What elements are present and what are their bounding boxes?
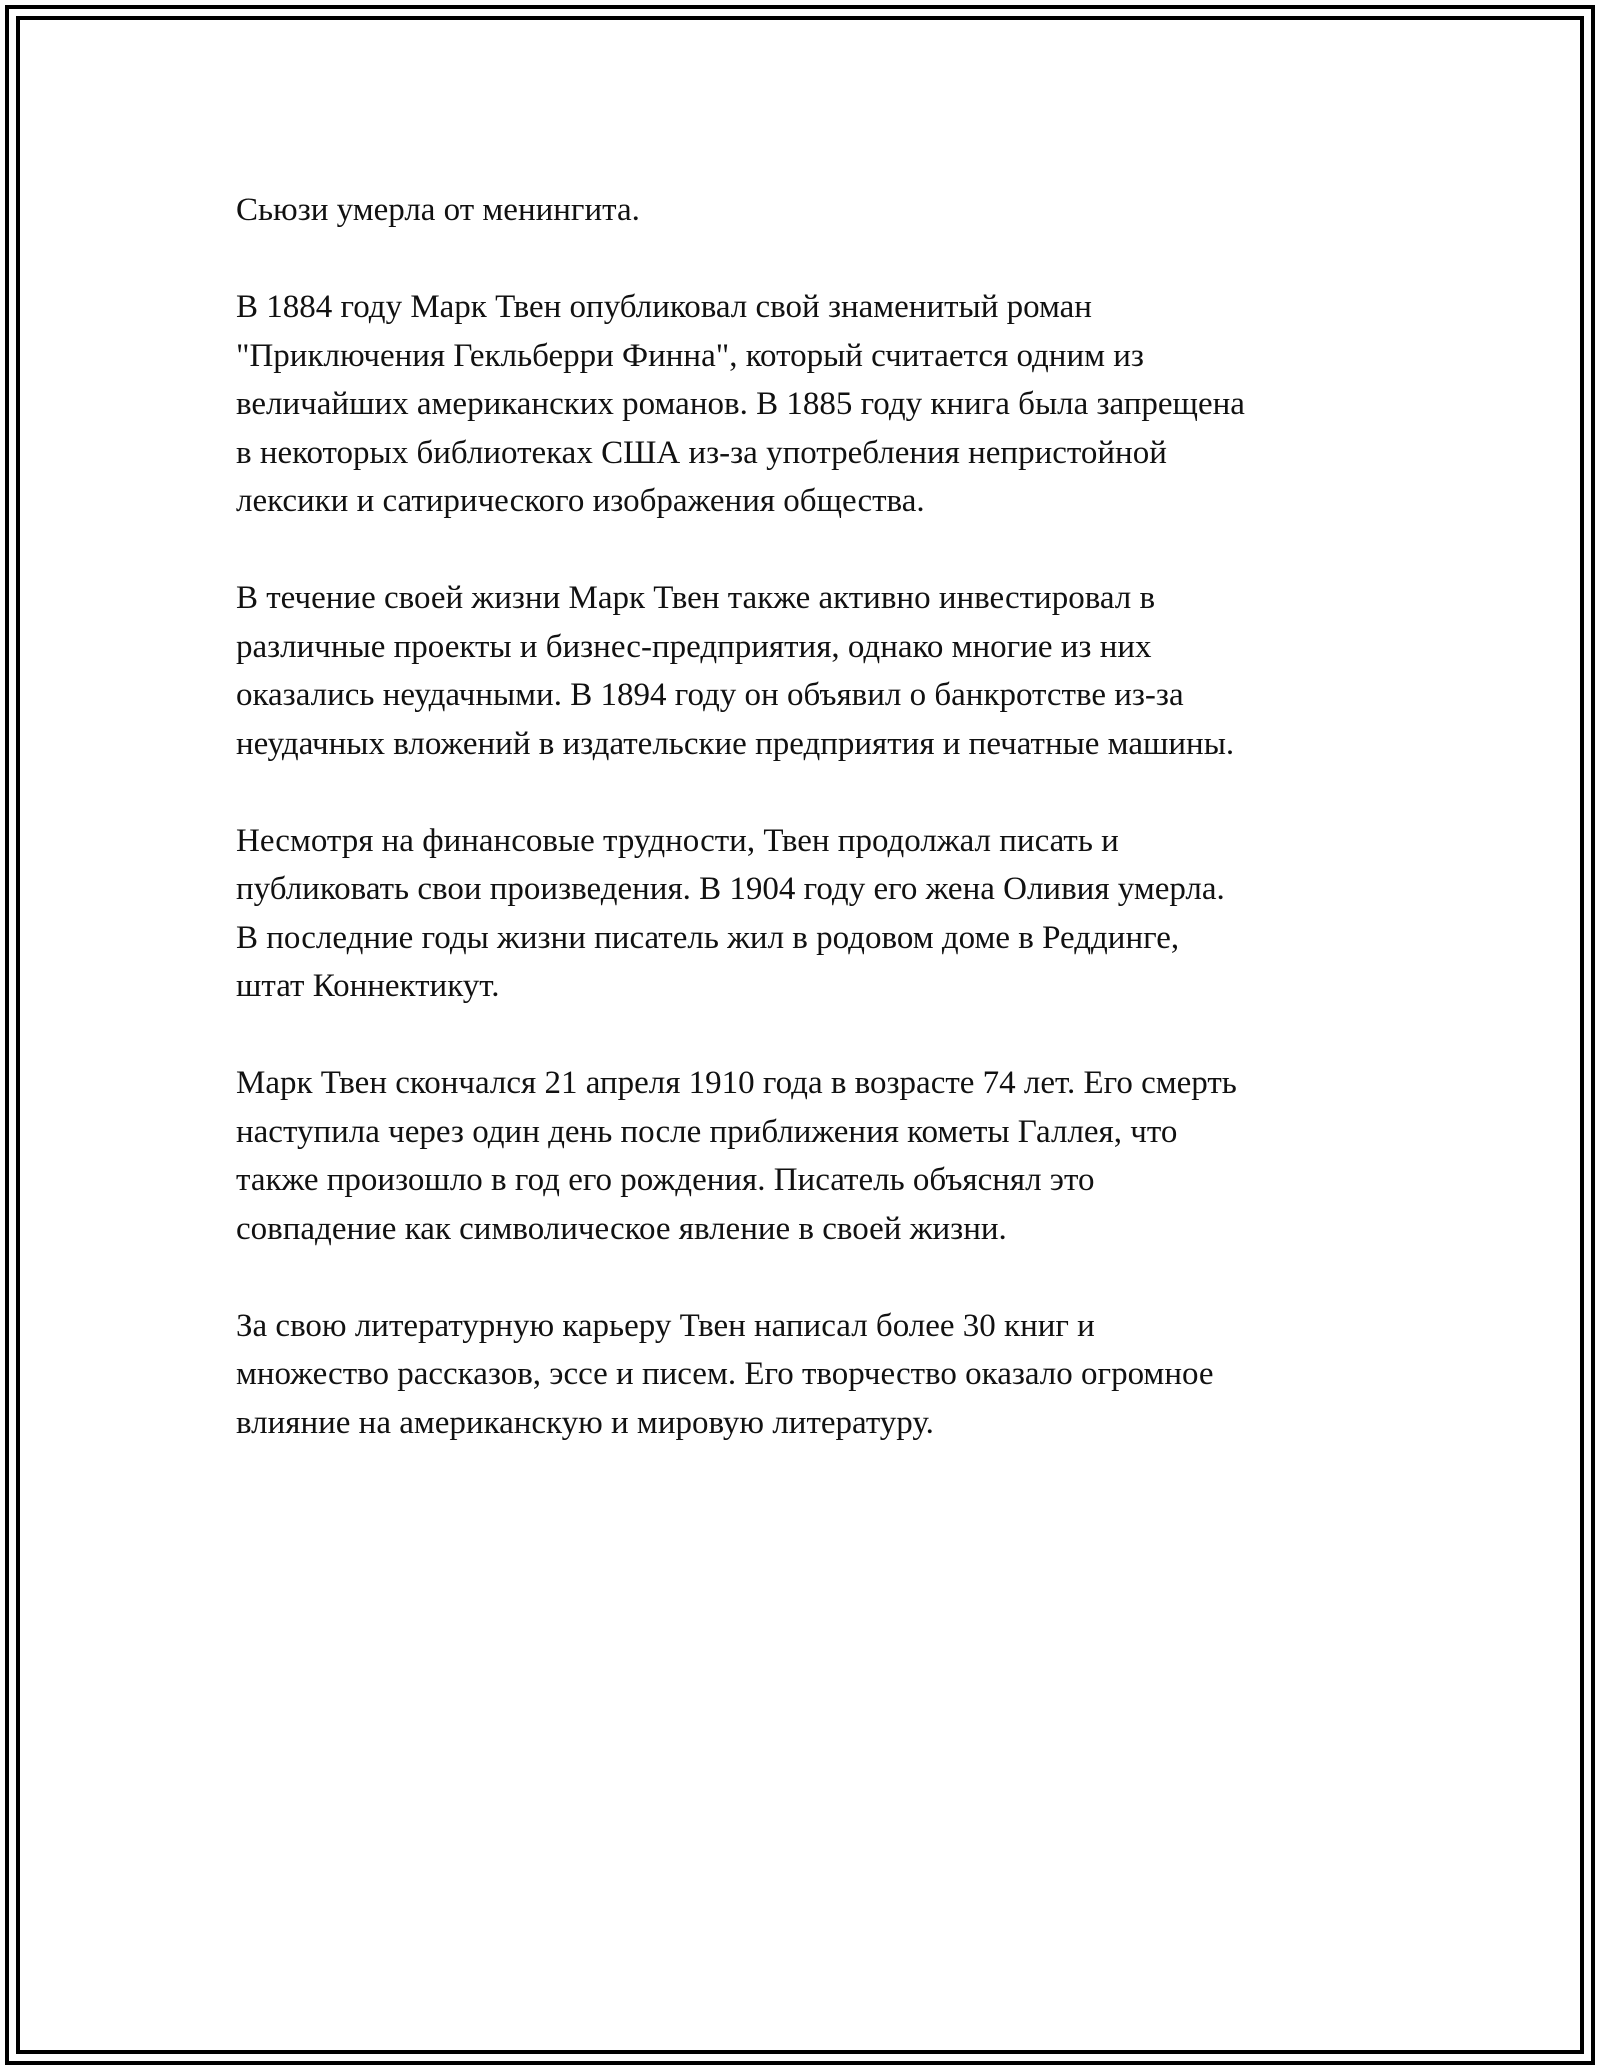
text-line: различные проекты и бизнес-предприятия, однако многие из них [236,628,1152,665]
text-line: множество рассказов, эссе и писем. Его творчество оказало огромное [236,1356,1214,1392]
text-line: совпадение как символическое явление в своей жизни. [236,1210,1007,1247]
text-line: также произошло в год его рождения. Писатель объяснял это [236,1162,1095,1198]
paragraph-1 [236,186,1396,235]
text-line: публиковать свои произведения. В 1904 году его жена Оливия умерла. [236,871,1225,907]
text-line: величайших американских романов. В 1885 году книга была запрещена [236,386,1245,422]
text-line: неудачных вложений в издательские предприятия и печатные машины. [236,725,1235,762]
text-line: влияние на американскую и мировую литературу. [236,1404,934,1441]
paragraph-4 [236,817,1396,1011]
text-line: лексики и сатирического изображения общества. [236,483,925,519]
paragraph-6 [236,1302,1396,1448]
text-line: Марк Твен скончался 21 апреля 1910 года в возрасте 74 лет. Его смерть [236,1065,1237,1101]
text-line: штат Коннектикут. [236,968,500,1004]
paragraph-2 [236,283,1396,526]
text-line: В последние годы жизни писатель жил в родовом доме в Реддинге, [236,919,1180,956]
text-line: Несмотря на финансовые трудности, Твен продолжал писать и [236,822,1119,859]
text-line: Сьюзи умерла от менингита. [236,192,640,228]
text-line: наступила через один день после приближения кометы Галлея, что [236,1113,1178,1150]
paragraph-5 [236,1059,1396,1253]
paragraph-3 [236,574,1396,768]
text-line: оказались неудачными. В 1894 году он объявил о банкротстве из-за [236,677,1184,713]
text-line: в некоторых библиотеках США из-за употребления непристойной [236,434,1167,471]
text-line: В 1884 году Марк Твен опубликовал свой знаменитый роман [236,289,1092,325]
text-line: В течение своей жизни Марк Твен также активно инвестировал в [236,580,1156,616]
text-line: "Приключения Гекльберри Финна", который считается одним из [236,337,1144,374]
document-body [236,186,1396,1496]
text-line: За свою литературную карьеру Твен написал более 30 книг и [236,1307,1095,1344]
